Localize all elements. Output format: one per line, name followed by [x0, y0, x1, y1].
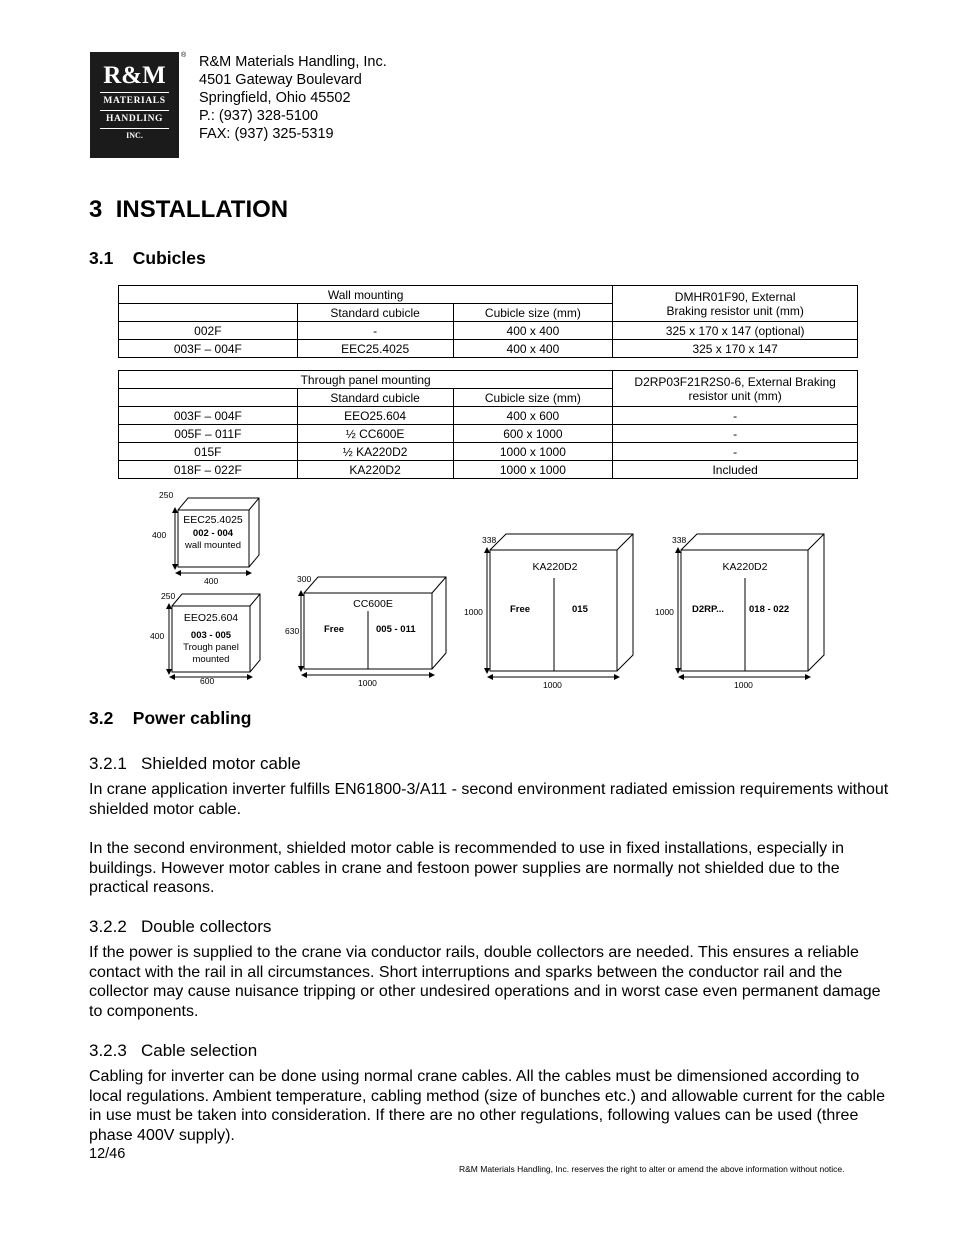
subsection-power-cabling: 3.2 Power cabling: [89, 708, 252, 728]
table-row: 005F – 011F ½ CC600E 600 x 1000 -: [119, 425, 858, 443]
address-company: R&M Materials Handling, Inc.: [199, 54, 387, 70]
address-phone: P.: (937) 328-5100: [199, 108, 319, 124]
table-ext-header: D2RP03F21R2S0-6, External Braking resistor unit (mm): [613, 371, 858, 407]
company-logo: [90, 52, 179, 158]
cubicle-diagram: [140, 486, 840, 696]
box3-name: CC600E: [353, 598, 393, 610]
box4-name: KA220D2: [532, 561, 578, 573]
logo-inc: INC.: [126, 131, 143, 140]
footer-disclaimer: R&M Materials Handling, Inc. reserves the right to alter or amend the above information without notice.: [459, 1164, 845, 1174]
table-ext-header: DMHR01F90, External Braking resistor unit (mm): [613, 286, 858, 322]
box1-name: EEC25.4025: [183, 514, 243, 526]
box2-name: EEO25.604: [183, 612, 239, 624]
box5-height: 1000: [655, 607, 674, 617]
box5-depth: 338: [672, 535, 687, 545]
logo-handling: HANDLING: [105, 114, 164, 124]
paragraph-cable-selection: Cabling for inverter can be done using normal crane cables. All the cables must be dimensioned according to local regulations. Ambient temperature, cabling method (size of bunches etc.) and allowable current for the cable in use must be taken into consideration. If there are no other regulations, following values can be used (three phase 400V supply).: [89, 1068, 885, 1144]
table-group-header: Wall mounting: [119, 286, 613, 304]
company-address: [199, 53, 387, 143]
logo-materials: MATERIALS: [103, 96, 166, 106]
heading-double-collectors: 3.2.2 Double collectors: [89, 917, 272, 936]
table-row: 003F – 004F EEO25.604 400 x 600 -: [119, 407, 858, 425]
box2-height: 400: [150, 631, 165, 641]
box3-width: 1000: [358, 678, 377, 688]
box2-note1: Trough panel: [183, 642, 239, 653]
table-row: 018F – 022F KA220D2 1000 x 1000 Included: [119, 461, 858, 479]
wall-mounting-table: [118, 285, 858, 358]
table-row: 015F ½ KA220D2 1000 x 1000 -: [119, 443, 858, 461]
box5-left: D2RP...: [692, 604, 725, 615]
paragraph-shielded-1: In crane application inverter fulfills EN61800-3/A11 - second environment radiated emission requirements without shielded motor cable.: [89, 781, 889, 818]
box4-width: 1000: [543, 680, 562, 690]
box3-right: 005 - 011: [376, 624, 416, 635]
box2-depth: 250: [161, 591, 176, 601]
box2-range: 003 - 005: [190, 630, 232, 641]
box3-height: 630: [285, 626, 300, 636]
address-street: 4501 Gateway Boulevard: [199, 72, 362, 88]
box1-depth: 250: [159, 490, 174, 500]
table-col-standard: Standard cubicle: [297, 389, 453, 407]
table-col-size: Cubicle size (mm): [453, 304, 613, 322]
table-row: 003F – 004F EEC25.4025 400 x 400 325 x 170 x 147: [119, 340, 858, 358]
box4-depth: 338: [482, 535, 497, 545]
paragraph-double-collectors: If the power is supplied to the crane via conductor rails, double collectors are needed. This ensures a reliable contact with the rail in all circumstances. Short interruptions and sparks between the conductor rail and the collector may cause nuisance tripping or other undesired operations and in worst case even permanent damage to components.: [89, 944, 881, 1020]
box2-note2: mounted: [192, 654, 230, 665]
address-city: Springfield, Ohio 45502: [199, 90, 351, 106]
box3-left: Free: [324, 624, 345, 635]
logo-rm: R&M: [103, 62, 166, 89]
through-panel-table: [118, 370, 858, 479]
page-number: 12/46: [89, 1146, 126, 1162]
heading-shielded-motor-cable: 3.2.1 Shielded motor cable: [89, 754, 301, 773]
box5-name: KA220D2: [722, 561, 768, 573]
heading-cable-selection: 3.2.3 Cable selection: [89, 1041, 258, 1060]
table-group-header: Through panel mounting: [119, 371, 613, 389]
box1-note: wall mounted: [185, 540, 241, 551]
box1-height: 400: [152, 530, 167, 540]
table-row: 002F - 400 x 400 325 x 170 x 147 (optional): [119, 322, 858, 340]
box2-width: 600: [200, 676, 215, 686]
box4-right: 015: [572, 604, 588, 615]
box1-range: 002 - 004: [192, 528, 234, 539]
box5-width: 1000: [734, 680, 753, 690]
box5-right: 018 - 022: [749, 604, 790, 615]
registered-mark: ®: [181, 52, 187, 59]
box4-height: 1000: [464, 607, 483, 617]
box1-width: 400: [204, 576, 219, 586]
box3-depth: 300: [297, 574, 312, 584]
subsection-cubicles: 3.1 Cubicles: [89, 248, 206, 268]
table-col-size: Cubicle size (mm): [453, 389, 613, 407]
table-col-standard: Standard cubicle: [297, 304, 453, 322]
box4-left: Free: [510, 604, 531, 615]
section-heading: 3 INSTALLATION: [89, 196, 289, 223]
paragraph-shielded-2: In the second environment, shielded motor cable is recommended to use in fixed installations, especially in buildings. However motor cables in crane and festoon power supplies are normally not shielded due to the practical reasons.: [89, 840, 845, 896]
address-fax: FAX: (937) 325-5319: [199, 126, 334, 142]
